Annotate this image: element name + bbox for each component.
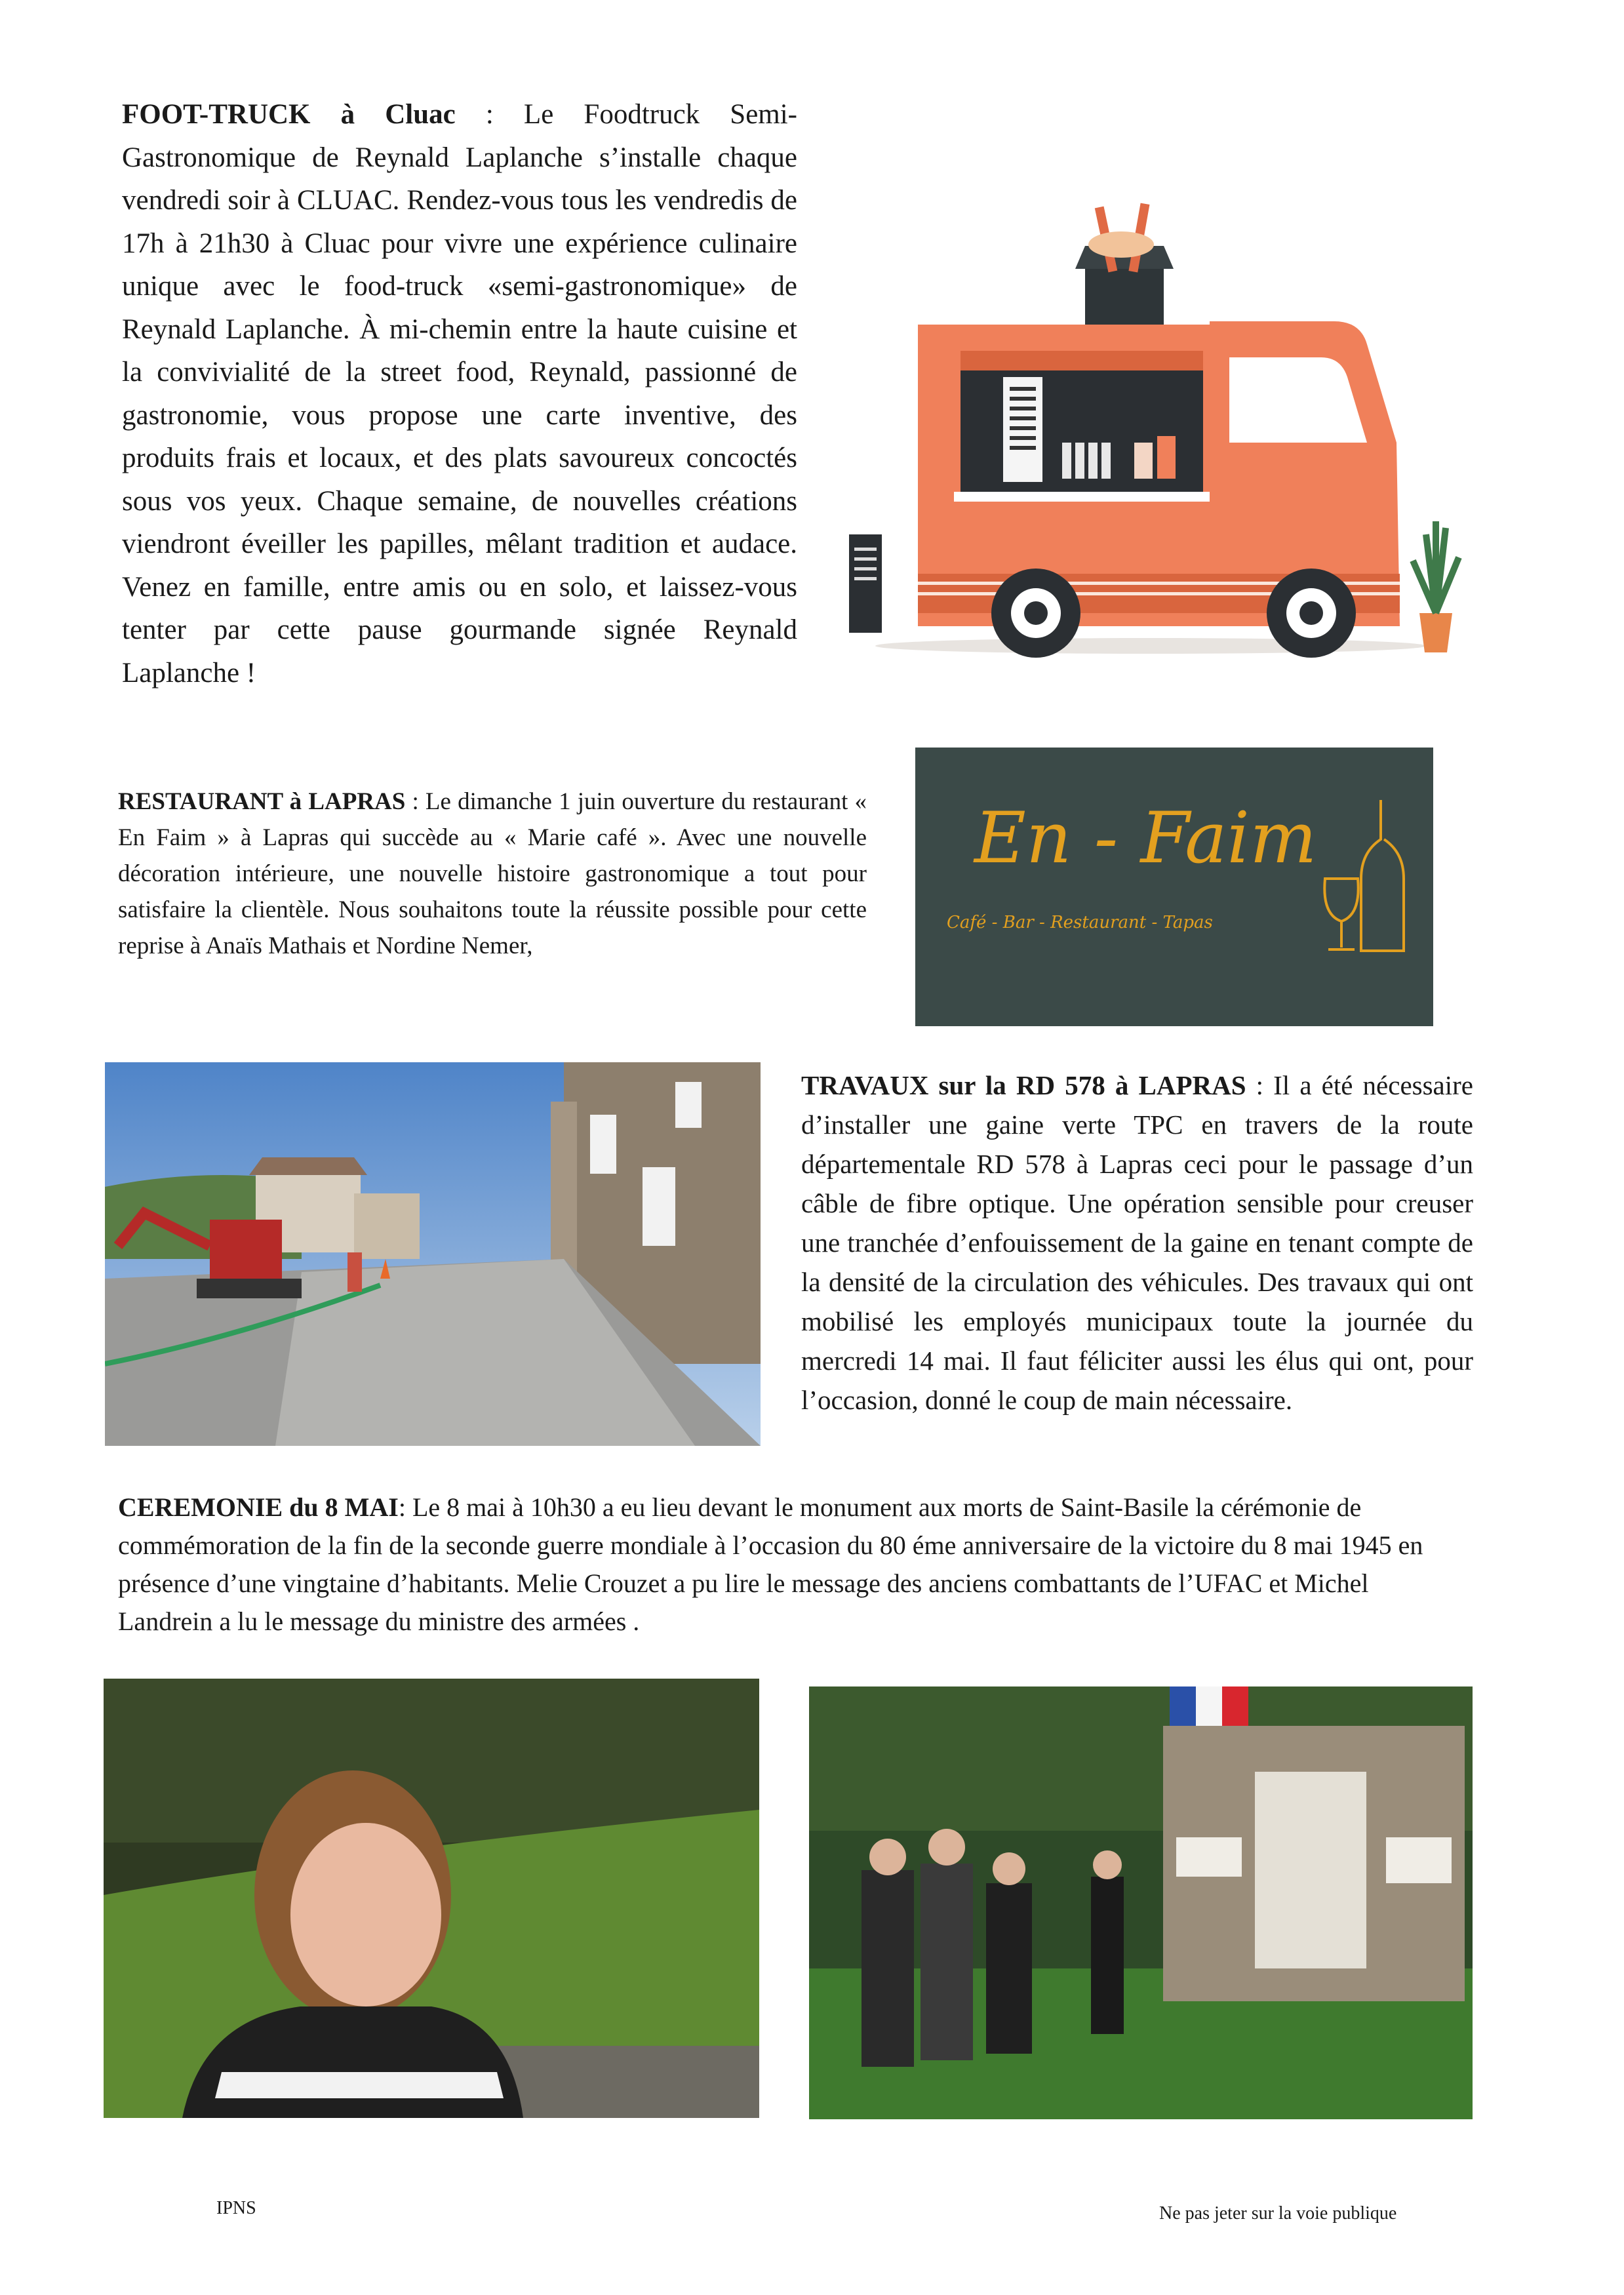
restaurant-article bbox=[118, 784, 867, 964]
bottle-glass-icon bbox=[1324, 800, 1404, 951]
food-truck-illustration bbox=[842, 167, 1472, 672]
footer-ipns: IPNS bbox=[216, 2198, 256, 2218]
ceremonie-article bbox=[118, 1488, 1458, 1641]
travaux-heading: TRAVAUX sur la RD 578 à LAPRAS bbox=[801, 1070, 1246, 1100]
logo-tagline: Café - Bar - Restaurant - Tapas bbox=[947, 913, 1213, 932]
ceremonie-text: : Le 8 mai à 10h30 a eu lieu devant le monument aux morts de Saint-Basile la cérémonie de commémoration de la fin de la seconde guerre mondiale à l’occasion du 80 éme anniversaire de la victoire du 8 mai 1945 en présence d’une vingtaine d’habitants. Melie Crouzet a pu lire le message des anciens combattants de l’UFAC et Michel Landrein a lu le message du ministre des armées . bbox=[118, 1492, 1423, 1636]
restaurant-heading: RESTAURANT à LAPRAS bbox=[118, 788, 406, 815]
ceremony-photo bbox=[809, 1686, 1473, 2119]
ceremonie-heading: CEREMONIE du 8 MAI bbox=[118, 1492, 399, 1522]
road-works-photo bbox=[105, 1062, 761, 1446]
logo-name: En - Faim bbox=[974, 797, 1317, 879]
travaux-text: : Il a été nécessaire d’installer une gaine verte TPC en travers de la route départementale RD 578 à Lapras ceci pour le passage d’un câble de fibre optique. Une opération sensible pour creuser une tranchée d’enfouissement de la gaine en tenant compte de la densité de la circulation des véhicules. Des travaux qui ont mobilisé les employés municipaux toute la journée du mercredi 14 mai. Il faut féliciter aussi les élus qui ont, pour l’occasion, donné le coup de main nécessaire. bbox=[801, 1070, 1473, 1415]
en-faim-logo bbox=[915, 748, 1433, 1026]
foodtruck-article bbox=[122, 93, 797, 694]
portrait-photo bbox=[104, 1679, 759, 2118]
travaux-article bbox=[801, 1066, 1473, 1420]
foodtruck-heading: FOOT-TRUCK à Cluac bbox=[122, 99, 456, 130]
restaurant-text: : Le dimanche 1 juin ouverture du restaurant « En Faim » à Lapras qui succède au « Marie café ». Avec une nouvelle décoration intérieure, une nouvelle histoire gastronomique a tout pour satisfaire la clientèle. Nous souhaitons toute la réussite possible pour cette reprise à Anaïs Mathais et Nordine Nemer, bbox=[118, 788, 867, 959]
foodtruck-text: : Le Foodtruck Semi-Gastronomique de Reynald Laplanche s’installe chaque vendredi soir à CLUAC. Rendez-vous tous les vendredis de 17h à 21h30 à Cluac pour vivre une expérience culinaire unique avec le food-truck «semi-gastronomique» de Reynald Laplanche. À mi-chemin entre la haute cuisine et la convivialité de la street food, Reynald, passionné de gastronomie, vous propose une carte inventive, des produits frais et locaux, et des plats savoureux concoctés sous vos yeux. Chaque semaine, de nouvelles créations viendront éveiller les papilles, mêlant tradition et audace. Venez en famille, entre amis ou en solo, et laissez-vous tenter par cette pause gourmande signée Reynald Laplanche ! bbox=[122, 99, 798, 688]
footer-notice: Ne pas jeter sur la voie publique bbox=[1159, 2203, 1397, 2224]
